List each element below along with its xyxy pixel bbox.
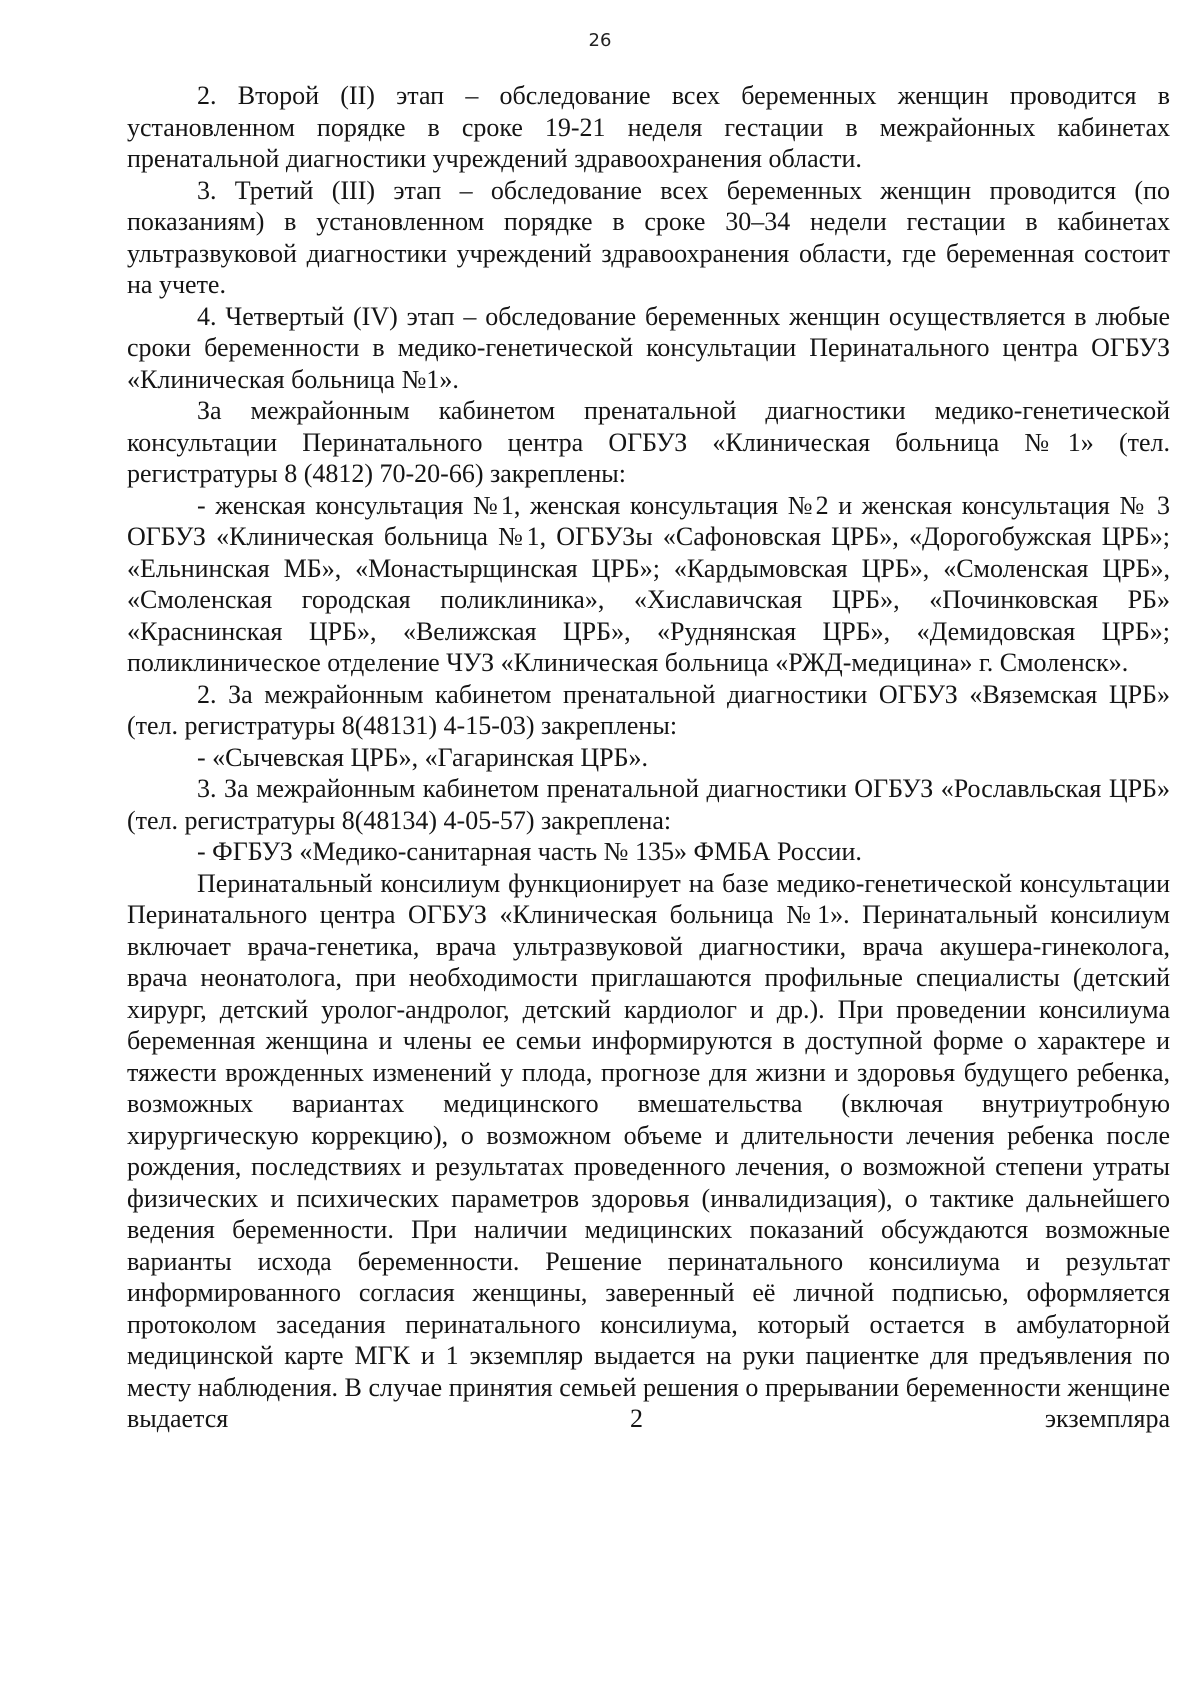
paragraph-perinatal-council: Перинатальный консилиум функционирует на базе медико-генетической консультации Перинатального центра ОГБУЗ «Клиническая больница №1». Перинатальный консилиум включает врача-генетика, врача ультразвуковой диагностики, врача акушера-гинеколога, врача неонатолога, при необходимости приглашаются профильные специалисты (детский хирург, детский уролог-андролог, детский кардиолог и др.). При проведении консилиума беременная женщина и члены ее семьи информируются в доступной форме о характере и тяжести врожденных изменений у плода, прогнозе для жизни и здоровья будущего ребенка, возможных вариантах медицинского вмешательства (включая внутриутробную хирургическую коррекцию), о возможном объеме и длительности лечения ребенка после рождения, последствиях и результатах проведенного лечения, о возможной степени утраты физических и психических параметров здоровья (инвалидизация), о тактике дальнейшего ведения беременности. При наличии медицинских показаний обсуждаются возможные варианты исхода беременности. Решение перинатального консилиума и результат информированного согласия женщины, заверенный её личной подписью, оформляется протоколом заседания перинатального консилиума, который остается в амбулаторной медицинской карте МГК и 1 экземпляр выдается на руки пациентке для предъявления по месту наблюдения. В случае принятия семьей решения о прерывании беременности женщине выдается 2 экземпляра <box>127 868 1170 1433</box>
paragraph-cabinet-3-list: - ФГБУЗ «Медико-санитарная часть № 135» ФМБА России. <box>197 837 862 866</box>
paragraph-cabinet-1-list: - женская консультация №1, женская консультация №2 и женская консультация № 3 ОГБУЗ «Клиническая больница №1, ОГБУЗы «Сафоновская ЦРБ», «Дорогобужская ЦРБ»; «Ельнинская МБ», «Монастырщинская ЦРБ»; «Кардымовская ЦРБ», «Смоленская ЦРБ», «Смоленская городская поликлиника», «Хиславичская ЦРБ», «Починковская РБ» «Краснинская ЦРБ», «Велижская ЦРБ», «Руднянская ЦРБ», «Демидовская ЦРБ»; поликлиническое отделение ЧУЗ «Клиническая больница «РЖД-медицина» г. Смоленск». <box>127 490 1170 677</box>
page-number: 26 <box>588 30 612 51</box>
document-body <box>127 80 1170 1435</box>
paragraph-stage-4: 4. Четвертый (IV) этап – обследование беременных женщин осуществляется в любые сроки беременности в медико-генетической консультации Перинатального центра ОГБУЗ «Клиническая больница №1». <box>127 301 1170 394</box>
paragraph-stage-3: 3. Третий (III) этап – обследование всех беременных женщин проводится (по показаниям) в установленном порядке в сроке 30–34 недели гестации в кабинетах ультразвуковой диагностики учреждений здравоохранения области, где беременная состоит на учете. <box>127 175 1170 299</box>
paragraph-stage-2: 2. Второй (II) этап – обследование всех беременных женщин проводится в установленном порядке в сроке 19-21 неделя гестации в межрайонных кабинетах пренатальной диагностики учреждений здравоохранения области. <box>127 81 1170 173</box>
paragraph-cabinet-1-intro: За межрайонным кабинетом пренатальной диагностики медико-генетической консультации Перинатального центра ОГБУЗ «Клиническая больница №1» (тел. регистратуры 8 (4812) 70-20-66) закреплены: <box>127 396 1170 488</box>
paragraph-cabinet-2-intro: 2. За межрайонным кабинетом пренатальной диагностики ОГБУЗ «Вяземская ЦРБ» (тел. регистратуры 8(48131) 4-15-03) закреплены: <box>127 679 1170 740</box>
paragraph-cabinet-3-intro: 3. За межрайонным кабинетом пренатальной диагностики ОГБУЗ «Рославльская ЦРБ» (тел. регистратуры 8(48134) 4-05-57) закреплена: <box>127 774 1170 835</box>
paragraph-cabinet-2-list: - «Сычевская ЦРБ», «Гагаринская ЦРБ». <box>197 742 649 772</box>
